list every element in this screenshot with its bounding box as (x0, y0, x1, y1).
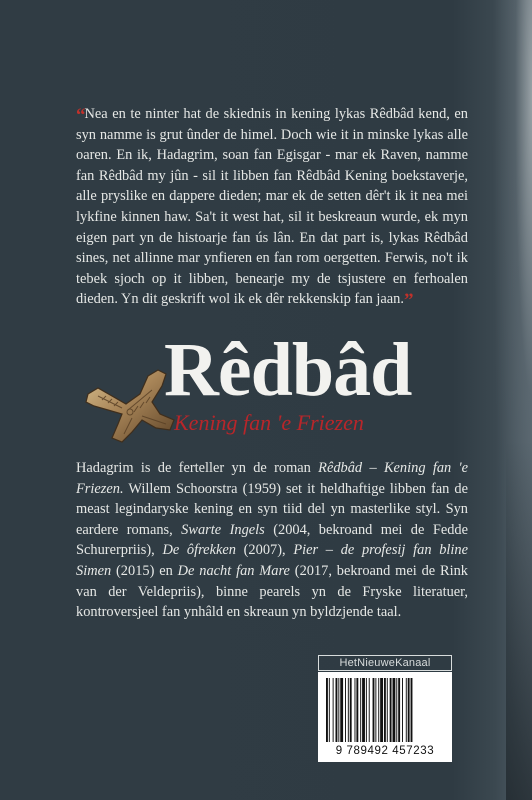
blurb-text: (2017, bekroand mei de Rink van der Veldepriis), binne pearels yn de Fryske literatuer, kontroversjeel fan ynhâld en skreaun yn byldzjende taal. (76, 562, 468, 621)
close-quote-mark: ” (403, 290, 413, 312)
barcode-bar (396, 678, 397, 742)
barcode-bar (380, 678, 383, 742)
barcode-bar (406, 678, 407, 742)
blurb-title-pier: Pier – de profesij fan bline Simen (76, 542, 468, 579)
quote-paragraph (76, 104, 468, 310)
barcode-bar (336, 678, 338, 742)
blurb-paragraph (76, 458, 468, 623)
barcode-bar (326, 678, 328, 742)
blurb-text: Hadagrim is de ferteller yn de roman (76, 460, 319, 476)
quote-text: Nea en te ninter hat de skiednis in kening lykas Rêdbâd kend, en syn namme is grut ûnder de himel. Doch wie it in minske lykas alle oaren. En ik, Hadagrim, soan fan Egisgar - mar ek Raven, namme fan Rêdbâd my jûn - sil it libben fan Rêdbâd Kening boekstaverje, alle pryslike en dappere dieden; mar ek de setten dêr't ik it nea mei lykfine kinnen haw. Sa't it west hat, sil it beskreaun wurde, ek myn eigen part yn de histoarje fan ús lân. En dat part is, lykas Rêdbâd sines, net allinne mar ynfieren en fan rom oergetten. Ferwis, no't ik tebek sjoch op it libben, benearje my de tsjustere en ferhoalen dieden. Yn dit geskrift wol ik ek dêr rekkenskip fan jaan. (76, 106, 468, 308)
barcode-bar (369, 678, 370, 742)
barcode-bar (329, 678, 330, 742)
barcode-bar (390, 678, 392, 742)
blurb-title-de-ofrekken: De ôfrekken (162, 542, 236, 559)
barcode-bar (348, 678, 349, 742)
blurb-title-swarte-ingels: Swarte Ingels (181, 521, 265, 538)
barcode-bar (360, 678, 361, 742)
blurb-text: (2004, bekroand mei de Fedde Schurerpriis), (76, 521, 468, 559)
barcode-bar (355, 678, 356, 742)
barcode-bar (384, 678, 386, 742)
open-quote-mark: “ (76, 105, 85, 126)
isbn-number: 9 789492 457233 (335, 745, 435, 757)
barcode-bar (338, 678, 339, 742)
book-subtitle: Kening fan 'e Friezen (174, 410, 364, 435)
isbn-barcode (318, 672, 452, 762)
blurb-title-de-nacht-fan-mare: De nacht fan Mare (177, 562, 290, 579)
blurb-text: (2007), (235, 542, 294, 559)
book-title: Rêdbâd (164, 328, 412, 412)
barcode-bar (345, 678, 346, 742)
barcode-bar (378, 678, 379, 742)
barcode-bar (362, 678, 365, 742)
barcode-bar (366, 678, 367, 742)
barcode-bar (356, 678, 358, 742)
barcode-bar (411, 678, 413, 742)
blurb-title-redbad: Rêdbâd – Kening fan 'e Friezen. (76, 460, 468, 497)
publisher-label: HetNieuweKanaal (318, 655, 452, 671)
barcode-bar (373, 678, 375, 742)
barcode-bars (324, 678, 446, 742)
barcode-bar (393, 678, 396, 742)
barcode-bar (402, 678, 403, 742)
barcode-bar (350, 678, 352, 742)
barcode-bar (387, 678, 388, 742)
blurb-text: Willem Schoorstra (1959) set it heldhaftige libben fan de meast legindaryske kening en syn tiid del yn masterlike styl. Syn eardere romans, (76, 480, 468, 538)
barcode-bar (333, 678, 334, 742)
barcode-bar (398, 678, 400, 742)
barcode-bar (408, 678, 410, 742)
spine-shadow (506, 440, 532, 800)
barcode-bar (375, 678, 376, 742)
blurb-text: (2015) en (111, 562, 178, 579)
barcode-bar (340, 678, 343, 742)
